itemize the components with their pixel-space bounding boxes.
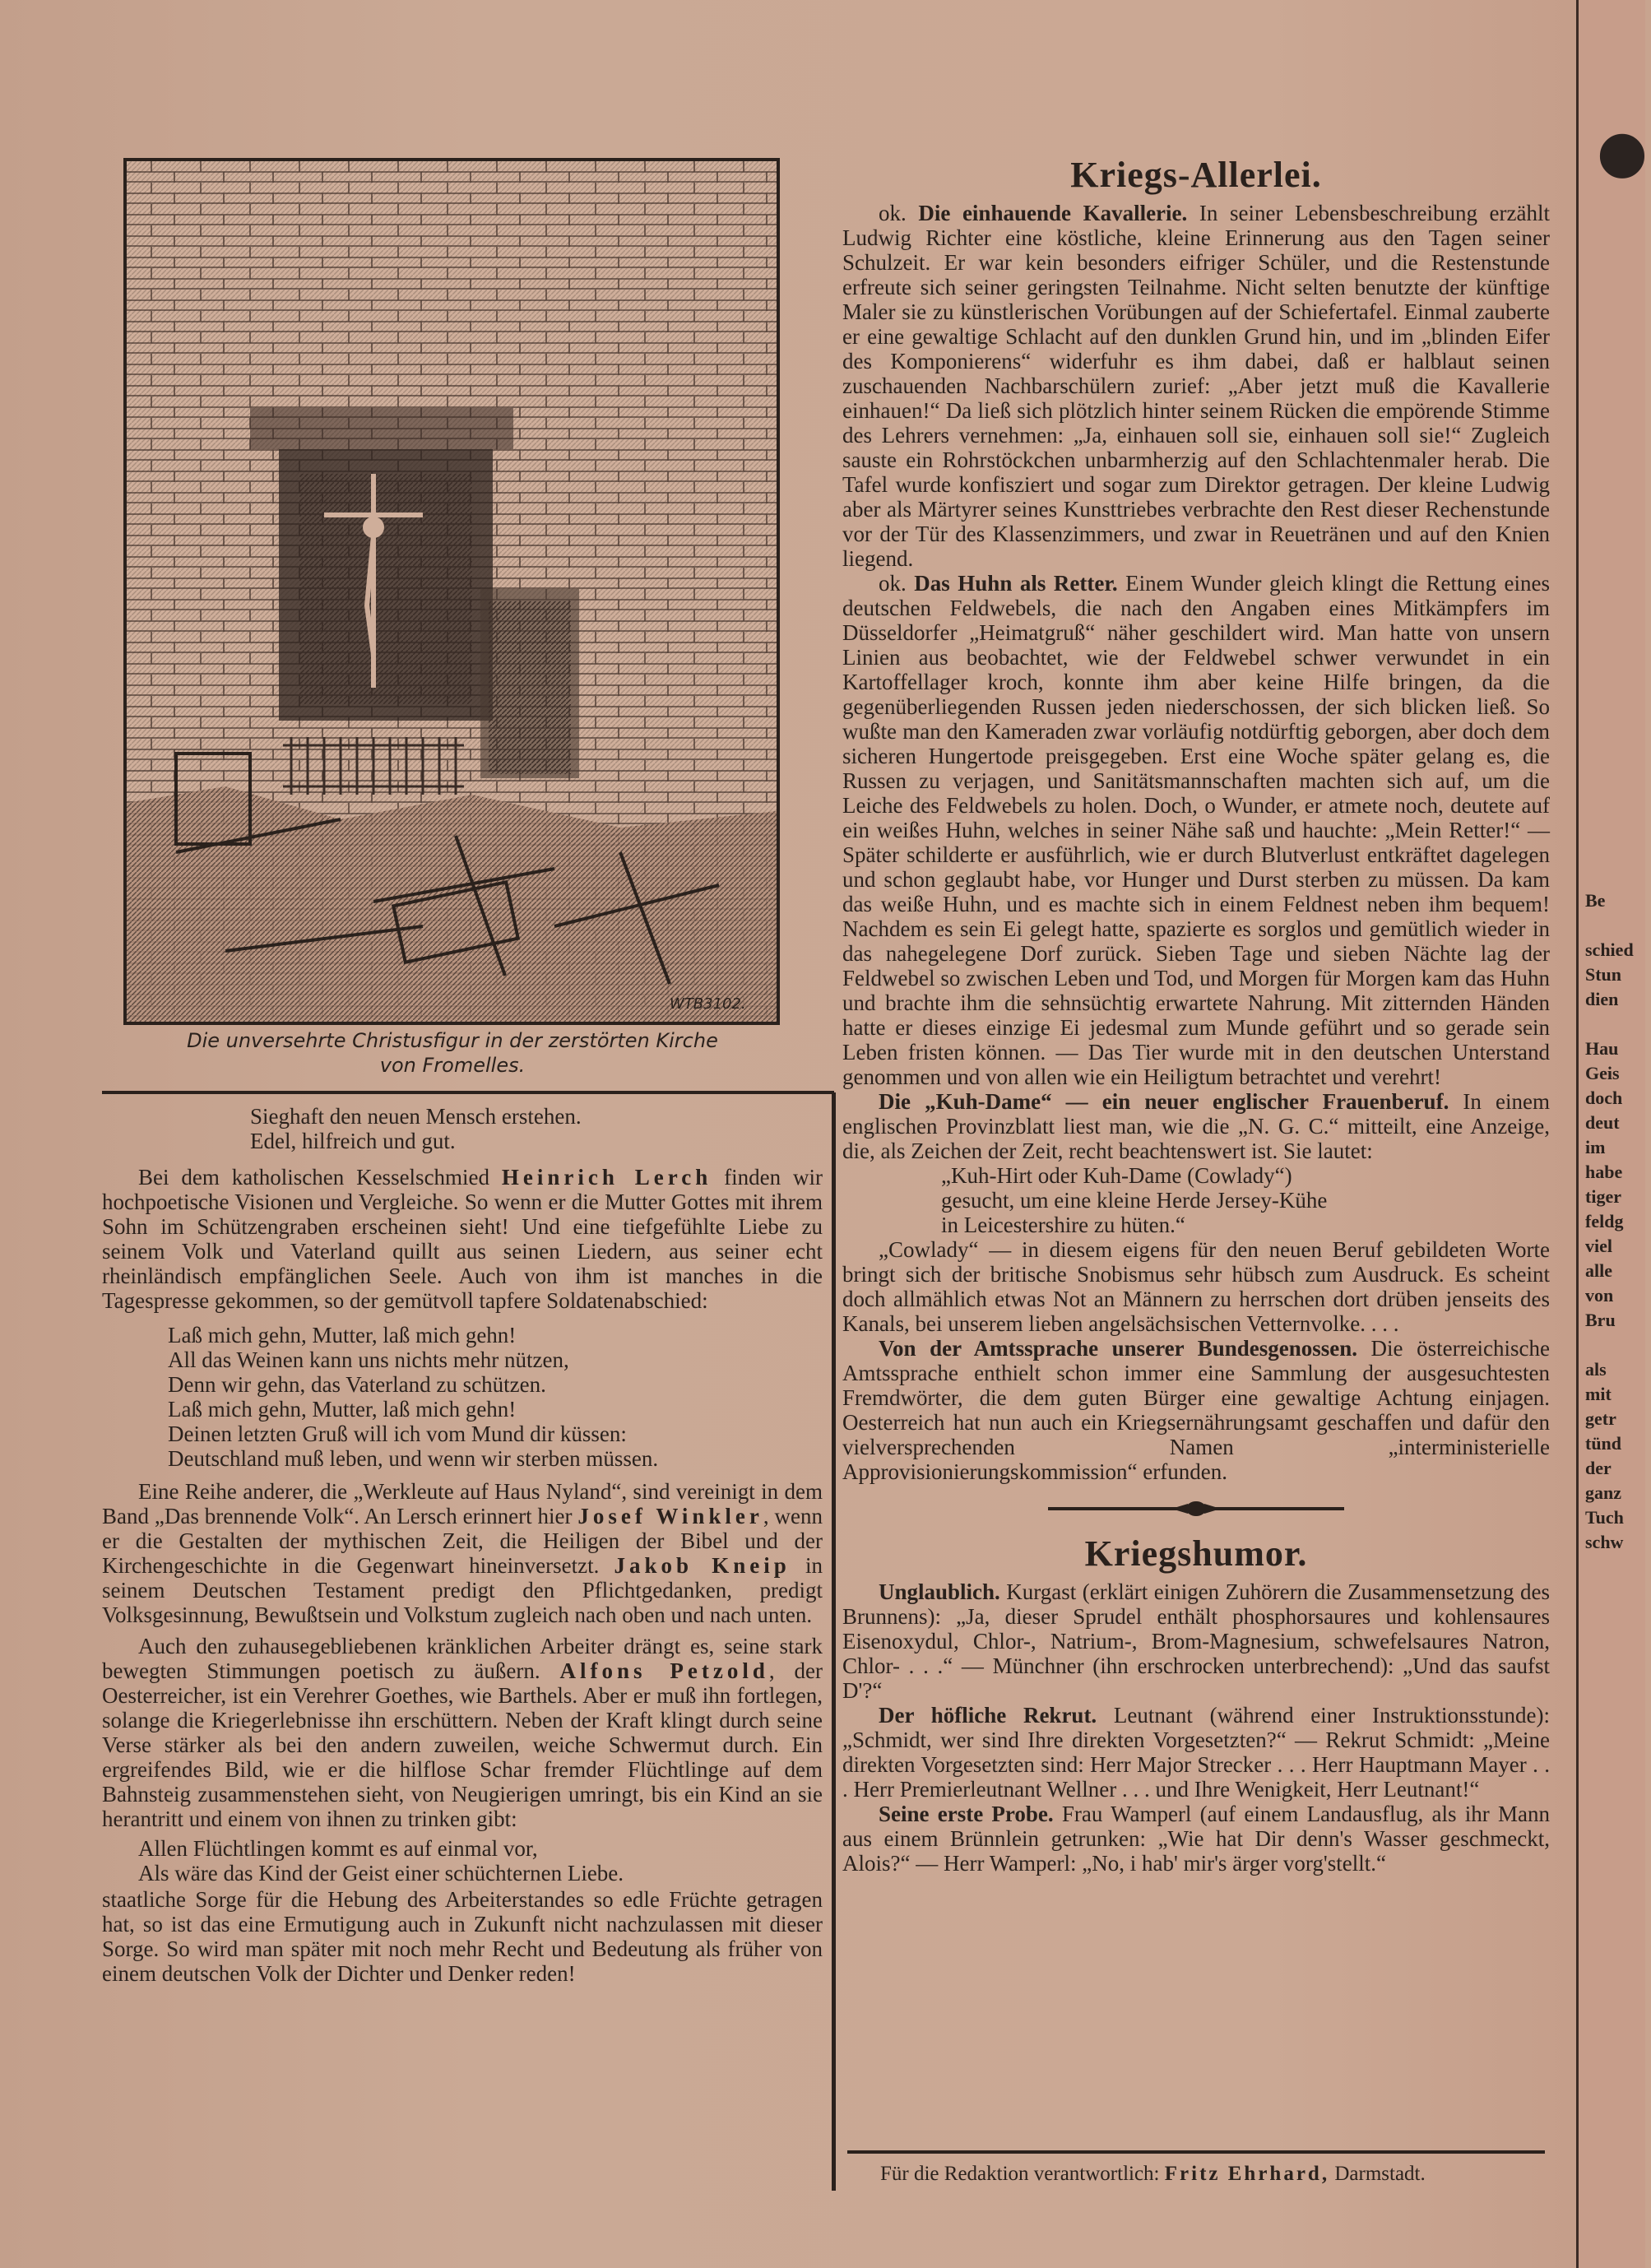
paragraph: staatliche Sorge für die Hebung des Arbeiterstandes so edle Früchte getragen hat, so ist das eine Ermutigung auch in Zukunft nicht nachzulassen mit dieser Sorge. So wird man später mit noch mehr Recht und Bedeutung als früher von einem deutschen Volk der Dichter und Denker reden! xyxy=(102,1887,823,1986)
verse-line: Deutschland muß leben, und wenn wir sterben müssen. xyxy=(168,1446,659,1471)
column-divider xyxy=(832,1092,836,2191)
fragment: Tuch xyxy=(1585,1507,1624,1528)
fragment: feldg xyxy=(1585,1211,1624,1231)
fragment: doch xyxy=(1585,1088,1623,1108)
paragraph xyxy=(102,1165,823,1313)
text: Eine Reihe anderer, die „Werkleute auf Haus Nyland“, sind vereinigt in dem Band „Das brennende Volk“. An Lersch erinnert hier xyxy=(102,1479,823,1528)
verse-line: Edel, hilfreich und gut. xyxy=(250,1129,456,1153)
fragment: deut xyxy=(1585,1112,1620,1133)
verse-line: All das Weinen kann uns nichts mehr nützen, xyxy=(168,1347,569,1372)
author-initials: ok. xyxy=(879,201,919,225)
joke-item xyxy=(842,1703,1550,1802)
news-item xyxy=(842,1336,1550,1484)
item-headline: Der höfliche Rekrut. xyxy=(879,1703,1097,1728)
text: Bei dem katholischen Kesselschmied xyxy=(138,1165,502,1190)
verse-line: Denn wir gehn, das Vaterland zu schützen. xyxy=(168,1372,546,1397)
fragment: ganz xyxy=(1585,1482,1621,1503)
fragment: schied xyxy=(1585,939,1634,960)
adjacent-page-edge xyxy=(1579,0,1651,2268)
item-headline: Unglaublich. xyxy=(879,1579,1000,1604)
fragment: Be xyxy=(1585,890,1606,911)
verse-line: Sieghaft den neuen Mensch erstehen. xyxy=(250,1104,582,1129)
author-name: Alfons Petzold xyxy=(559,1658,769,1683)
fragment: der xyxy=(1585,1458,1612,1478)
figure-caption xyxy=(123,1028,781,1078)
item-headline: Die einhauende Kavallerie. xyxy=(918,201,1188,225)
fragment: tünd xyxy=(1585,1433,1622,1454)
fragment: schw xyxy=(1585,1532,1624,1552)
author-name: Heinrich Lerch xyxy=(501,1165,712,1190)
author-name: Jakob Kneip xyxy=(614,1553,791,1578)
text: In einem englischen Provinzblatt liest man, wie die „N. G. C.“ mitteilt, eine Anzeige, die, als Zeichen der Zeit, recht beachtenswert ist. Sie lautet: xyxy=(842,1089,1550,1163)
text: Kurgast (erklärt einigen Zuhörern die Zusammensetzung des Brunnens): „Ja, dieser Sprudel enthält phosphorsaures und kohlensaures Eisenoxydul, Chlor-, Natrium-, Brom-Magnesium, schwefelsaures Natron, Chlor- . . .“ — Münchner (ihn erschrocken unterbrechend): „Und das saufst D'?“ xyxy=(842,1579,1550,1703)
fragment: mit xyxy=(1585,1384,1612,1404)
text: , wenn er die Gestalten der mythischen Zeit, die Heiligen der Bibel und der Kirchengeschichte in die Gegenwart hineinversetzt. xyxy=(102,1504,823,1578)
large-letter-fragment: • xyxy=(1593,65,1651,247)
item-headline: Von der Amtssprache unserer Bundesgenossen. xyxy=(879,1336,1358,1361)
verse-block xyxy=(102,1104,823,1153)
footer-rule xyxy=(847,2150,1545,2154)
paragraph: „Cowlady“ — in diesem eigens für den neuen Beruf gebildeten Worte bringt sich der britische Snobismus sehr hübsch zum Ausdruck. Es scheint doch allmählich etwas Not an Männern zu herrschen dort drüben jenseits des Kanals, bei unserem lieben angelsächsischen Vetternvolke. . . . xyxy=(842,1237,1550,1336)
joke-item xyxy=(842,1802,1550,1876)
fragment: Stun xyxy=(1585,964,1622,985)
news-item xyxy=(842,571,1550,1089)
item-headline: Seine erste Probe. xyxy=(879,1802,1054,1826)
fragment: habe xyxy=(1585,1162,1623,1182)
news-item xyxy=(842,1089,1550,1163)
fragment: dien xyxy=(1585,989,1619,1009)
text: in seinem Deutschen Testament predigt den Pflichtgedanken, predigt Volksgesinnung, Bewußtsein und Volkstum zugleich nach oben und nach unten. xyxy=(102,1553,823,1627)
fragment: getr xyxy=(1585,1408,1616,1429)
verse-line: Als wäre das Kind der Geist einer schüchternen Liebe. xyxy=(138,1861,624,1885)
fragment: Geis xyxy=(1585,1063,1620,1083)
paragraph xyxy=(102,1479,823,1627)
quote-line: in Leicestershire zu hüten.“ xyxy=(941,1213,1185,1237)
imprint-label: Für die Redaktion verantwortlich: xyxy=(880,2163,1165,2185)
verse-line: Laß mich gehn, Mutter, laß mich gehn! xyxy=(168,1397,517,1422)
imprint-place: Darmstadt. xyxy=(1329,2163,1426,2185)
illustration-ruined-church xyxy=(123,158,780,1025)
verse-block xyxy=(102,1323,823,1471)
verse-block xyxy=(102,1836,823,1885)
ornament-divider xyxy=(1048,1499,1344,1519)
verse-line: Laß mich gehn, Mutter, laß mich gehn! xyxy=(168,1323,517,1347)
section-title-kriegshumor: Kriegshumor. xyxy=(1084,1533,1308,1574)
fragment: Bru xyxy=(1585,1310,1616,1330)
caption-line: Die unversehrte Christusfigur in der zerstörten Kirche xyxy=(187,1029,718,1052)
fragment: von xyxy=(1585,1285,1614,1306)
text: Frau Wamperl (auf einem Landausflug, als ihr Mann aus einem Brünnlein getrunken: „Wie hat Dir denn's Wasser geschmeckt, Alois?“ — Herr Wamperl: „No, i hab' mir's ärger vorg'stellt.“ xyxy=(842,1802,1550,1876)
text: Die österreichische Amtssprache enthielt schon immer eine Sammlung der ausgesuchtesten Fremdwörter, die dem guten Bürger eine gewaltige Achtung einjagen. Oesterreich hat nun auch ein Kriegsernährungsamt geschaffen und dafür den vielversprechenden Namen „interministerielle Approvisionierungskommission“ erfunden. xyxy=(842,1336,1551,1484)
joke-item xyxy=(842,1579,1550,1703)
plate-code: WTB3102. xyxy=(670,995,746,1013)
engraving-image xyxy=(127,161,777,1022)
author-initials: ok. xyxy=(879,571,915,596)
caption-line: von Fromelles. xyxy=(379,1054,526,1077)
text: Einem Wunder gleich klingt die Rettung eines deutschen Feldwebels, die nach den Angaben eines Mitkämpfers im Düsseldorfer „Heimatgruß“ näher geschildert wird. Man hatte von unsern Linien aus beobachtet, wie der Feldwebel schwer verwundet in ein Kartoffellager kroch, konnte ihm aber keine Hilfe bringen, da die gegenüberliegenden Russen jeden niederschossen, der sich blicken ließ. So wußte man den Kameraden zwar vorläufig notdürftig geborgen, aber doch dem sicheren Hungertode preisgegeben. Erst eine Woche später gelang es, die Russen zu verjagen, und Sanitätsmannschaften machten sich auf, um die Leiche des Feldwebels zu holen. Doch, o Wunder, er atmete noch, deutete auf ein weißes Huhn, welches in seiner Nähe saß und hauchte: „Mein Retter!“ — Später schilderte er ausführlich, wie er durch Blutverlust entkräftet dagelegen und schon geglaubt habe, vor Hunger und Durst sterben zu müssen. Da kam das weiße Huhn, und es machte sich in einem Feldnest neben ihm bequem! Nachdem es sein Ei gelegt hatte, spazierte es sorglos und gemütlich wieder in das nahegelegene Dorf zurück. Sieben Tage und sieben Nächte lag der Feldwebel so zwischen Leben und Tod, und Morgen für Morgen kam das Huhn und brachte ihm die sehnsüchtig erwartete Nahrung. Mit zitternden Händen hatte er dieses einzige Ei jedesmal zum Munde geführt und so gerade sein Leben fristen können. — Das Tier wurde mit in den deutschen Unterstand genommen und von allen wie ein Heiligtum betrachtet und verehrt! xyxy=(842,571,1550,1089)
paragraph xyxy=(102,1634,823,1831)
text: Auch den zuhausegebliebenen kränklichen Arbeiter drängt es, seine stark bewegten Stimmungen poetisch zu äußern. xyxy=(102,1634,823,1683)
quote-line: „Kuh-Hirt oder Kuh-Dame (Cowlady“) xyxy=(941,1163,1292,1188)
item-headline: Die „Kuh-Dame“ — ein neuer englischer Frauenberuf. xyxy=(879,1089,1449,1114)
text: , der Oesterreicher, ist ein Verehrer Goethes, wie Barthels. Aber er muß ihn fortlegen, solange die Kriegerlebnisse ihn erschüttern. Neben der Kraft klingt durch seine Verse stärker als bei den andern zuweilen, weiche Schwermut durch. Ein ergreifendes Bild, wie er die hilflose Schar fremder Flüchtlinge auf dem Bahnsteig zusammenstehen sieht, von Neugierigen umringt, bis ein Kind an sie herantritt und einem von ihnen zu trinken gibt: xyxy=(102,1658,823,1831)
fragment: als xyxy=(1585,1359,1607,1380)
horizontal-divider xyxy=(102,1091,834,1094)
text: In seiner Lebensbeschreibung erzählt Ludwig Richter eine köstliche, kleine Erinnerung aus den Tagen seiner Schulzeit. Er war kein besonders eifriger Schüler, und die Restenstunde erfreute sich seiner geringsten Teilnahme. Nicht selten benutzte der künftige Maler sie zu künstlerischen Vorübungen auf der Schiefertafel. Einmal zauberte er eine gewaltige Schlacht auf den dunklen Grund hin, und im „blinden Eifer des Komponierens“ widerfuhr es ihm dabei, daß er halblaut seinen zuschauenden Nachbarschülern zurief: „Aber jetzt muß die Kavallerie einhauen!“ Da ließ sich plötzlich hinter seinem Rücken die empörende Stimme des Lehrers vernehmen: „Ja, einhauen soll sie, einhauen soll sie!“ Zugleich sauste ein Rohrstöckchen unbarmherzig auf den Schlachtenmaler herab. Die Tafel wurde konfisziert und sogar zum Direktor getragen. Der kleine Ludwig aber als Märtyrer seines Kunsttriebes verbrachte den Rest dieser Rechenstunde vor der Tür des Klassenzimmers, und zwar in Reuetränen und auf den Knien liegend. xyxy=(842,201,1550,571)
author-name: Josef Winkler xyxy=(577,1504,763,1528)
editor-name: Fritz Ehrhard, xyxy=(1164,2163,1330,2185)
verse-line: Deinen letzten Gruß will ich vom Mund dir küssen: xyxy=(168,1422,627,1446)
verse-line: Allen Flüchtlingen kommt es auf einmal vor, xyxy=(138,1836,538,1861)
fragment: alle xyxy=(1585,1260,1612,1281)
fragment: tiger xyxy=(1585,1186,1621,1207)
fragment: Hau xyxy=(1585,1038,1619,1059)
news-item xyxy=(842,201,1550,571)
text: Leutnant (während einer Instruktionsstunde): „Schmidt, wer sind Ihre direkten Vorgesetzten?“ — Rekrut Schmidt: „Meine direkten Vorgesetzten sind: Herr Major Strecker . . . Herr Hauptmann Mayer . . . Herr Premierleutnant Wellner . . . und Ihre Wenigkeit, Herr Leutnant!“ xyxy=(842,1703,1550,1802)
text: finden wir hochpoetische Visionen und Vergleiche. So wenn er die Mutter Gottes mit ihrem Sohn im Schützengraben erscheinen sieht! Und eine tiefgefühlte Liebe zu seinem Volk und Vaterland quillt aus seinen Liedern, aus seiner echt rheinländisch empfänglichen Seele. Auch von ihm ist manches in die Tagespresse gekommen, so der gemütvoll tapfere Soldatenabschied: xyxy=(102,1165,823,1313)
fragment: viel xyxy=(1585,1236,1612,1256)
fragment: im xyxy=(1585,1137,1606,1157)
imprint-line xyxy=(880,2162,1426,2187)
adjacent-text-fragments xyxy=(1585,888,1634,1555)
section-title-kriegs-allerlei: Kriegs-Allerlei. xyxy=(1070,155,1322,195)
right-column xyxy=(842,153,1550,1876)
left-column-article xyxy=(102,1104,823,1986)
advertisement-quote xyxy=(842,1163,1550,1237)
quote-line: gesucht, um eine kleine Herde Jersey-Kühe xyxy=(941,1188,1328,1213)
item-headline: Das Huhn als Retter. xyxy=(914,571,1118,596)
